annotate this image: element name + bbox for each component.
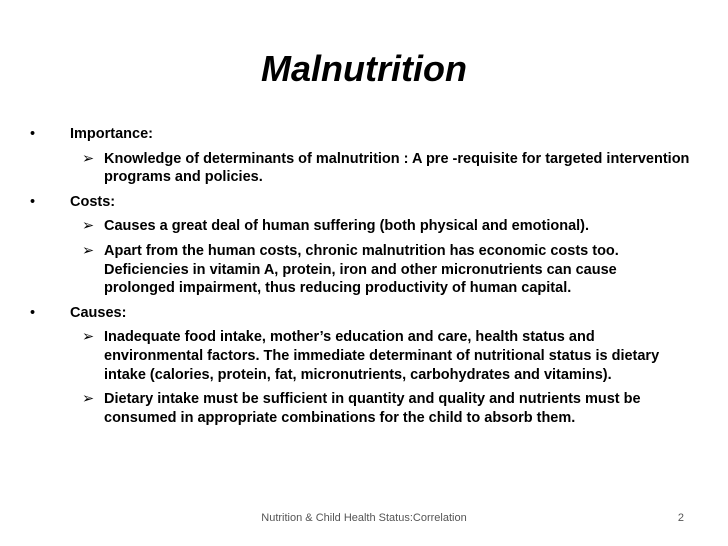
section-costs: [30, 193, 690, 212]
list-item-text: Apart from the human costs, chronic malnutrition has economic costs too. Deficiencies in vitamin A, protein, iron and other micronutrients can cause prolonged impairment, thus reducing productivity of human capital.: [104, 242, 619, 297]
list-item: [30, 390, 690, 427]
bullet-icon: •: [30, 126, 36, 142]
slide-content: [30, 125, 690, 427]
list-item-text: Dietary intake must be sufficient in quantity and quality and nutrients must be consumed in appropriate combinations for the child to absorb them.: [104, 391, 641, 426]
section-heading: Costs:: [70, 193, 116, 210]
bullet-icon: •: [30, 193, 36, 210]
section-heading: Causes:: [70, 304, 127, 321]
section-causes: [30, 304, 690, 323]
page-number: 2: [677, 512, 684, 524]
list-item-text: Inadequate food intake, mother’s education and care, health status and environmental factors. The immediate determinant of nutritional status is dietary intake (calories, protein, fat, micronutrients, carbohydrates and vitamins).: [104, 329, 660, 383]
section-importance: [30, 125, 690, 144]
arrow-bullet-icon: ➢: [82, 150, 95, 167]
slide-title: Malnutrition: [261, 48, 467, 89]
list-item: [30, 217, 690, 236]
arrow-bullet-icon: ➢: [82, 329, 95, 346]
bullet-icon: •: [30, 304, 36, 321]
arrow-bullet-icon: ➢: [82, 391, 95, 408]
arrow-bullet-icon: ➢: [82, 242, 95, 259]
slide-footer: Nutrition & Child Health Status:Correlation: [261, 512, 467, 524]
section-heading: Importance:: [70, 126, 153, 142]
arrow-bullet-icon: ➢: [82, 218, 95, 235]
list-item: [30, 150, 690, 187]
list-item: [30, 242, 690, 298]
list-item-text: Knowledge of determinants of malnutrition : A pre -requisite for targeted intervention programs and policies.: [104, 150, 690, 186]
list-item: [30, 328, 690, 384]
list-item-text: Causes a great deal of human suffering (both physical and emotional).: [104, 218, 590, 235]
